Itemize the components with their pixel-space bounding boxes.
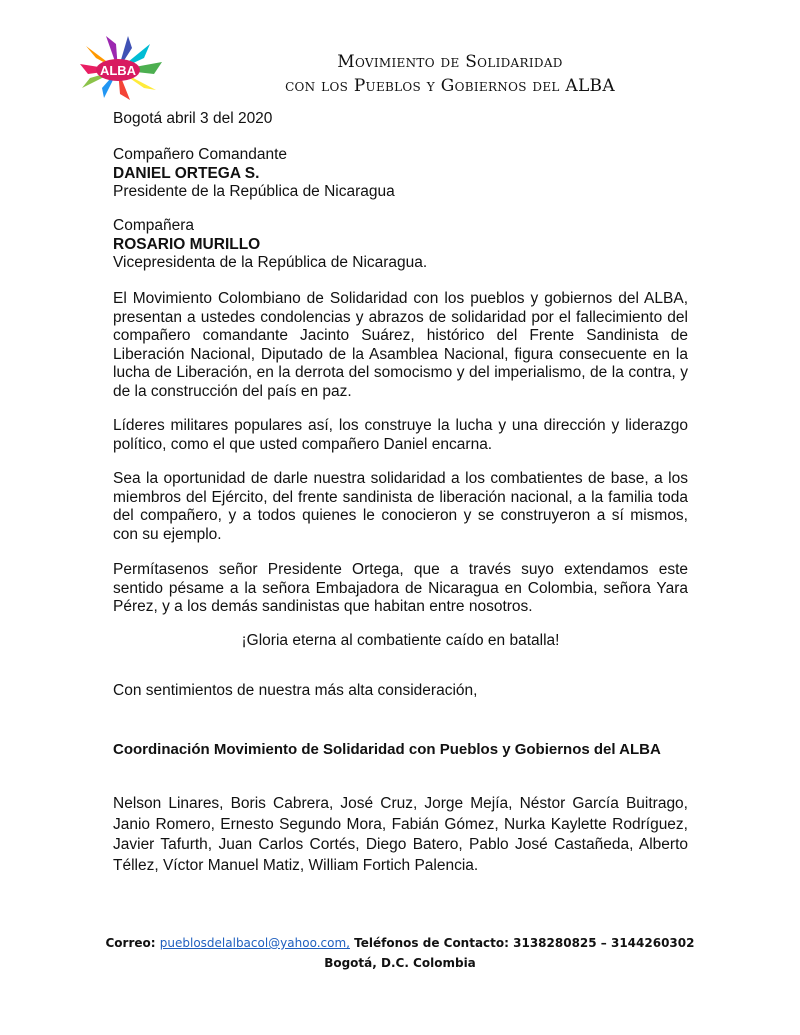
paragraph-1: El Movimiento Colombiano de Solidaridad con los pueblos y gobiernos del ALBA, presentan a ustedes condolencias y abrazos de solidaridad por el fallecimiento del compañero comandante Jacinto Suárez, histórico del Frente Sandinista de Liberación Nacional, Diputado de la Asamblea Nacional, figura consecuente en la lucha de Liberación, en la derrota del somocismo y del imperialismo, de la contra, y de la construcción del país en paz. [113,290,688,400]
letter-date: Bogotá abril 3 del 2020 [113,110,273,127]
slogan: ¡Gloria eterna al combatiente caído en batalla! [241,632,560,649]
recipient-2-title: Compañera [113,217,194,234]
recipient-2-role: Vicepresidenta de la República de Nicaragua. [113,254,428,272]
footer-email-link[interactable]: pueblosdelalbacol@yahoo.com, [159,936,350,950]
recipient-block-1 [113,146,688,202]
footer-phones: Teléfonos de Contacto: 3138280825 – 3144260302 [354,936,695,950]
paragraph-4: Permítasenos señor Presidente Ortega, que a través suyo extendamos este sentido pésame a la señora Embajadora de Nicaragua en Colombia, señora Yara Pérez, y a los demás sandinistas que habitan entre nosotros. [113,561,688,616]
alba-logo [78,34,188,100]
recipient-1-title: Compañero Comandante [113,146,288,163]
footer-city: Bogotá, D.C. Colombia [324,956,476,970]
letterhead [180,50,720,98]
letterhead-line-2: con los Pueblos y Gobiernos del ALBA [285,76,615,96]
paragraph-2: Líderes militares populares así, los construye la lucha y una dirección y liderazgo político, como el que usted compañero Daniel encarna. [113,417,688,453]
recipient-block-2 [113,217,688,273]
footer-email-label: Correo: [105,936,156,950]
recipient-1-name: DANIEL ORTEGA S. [113,164,260,182]
svg-text:ALBA: ALBA [99,63,137,78]
recipient-2-name: ROSARIO MURILLO [113,235,261,253]
closing: Con sentimientos de nuestra más alta consideración, [113,682,478,699]
footer-contact [0,933,800,953]
signature-title: Coordinación Movimiento de Solidaridad con Pueblos y Gobiernos del ALBA [113,741,661,758]
letterhead-line-1: Movimiento de Solidaridad [337,52,563,72]
paragraph-3: Sea la oportunidad de darle nuestra solidaridad a los combatientes de base, a los miembros del Ejército, del frente sandinista de liberación nacional, a la familia toda del compañero, y a todos quienes le conocieron y se construyeron a sí mismos, con su ejemplo. [113,470,688,543]
recipient-1-role: Presidente de la República de Nicaragua [113,183,395,201]
signatories: Nelson Linares, Boris Cabrera, José Cruz, Jorge Mejía, Néstor García Buitrago, Janio Romero, Ernesto Segundo Mora, Fabián Gómez, Nurka Kaylette Rodríguez, Javier Tafurth, Juan Carlos Cortés, Diego Batero, Pablo José Castañeda, Alberto Téllez, Víctor Manuel Matiz, William Fortich Palencia. [113,795,688,874]
